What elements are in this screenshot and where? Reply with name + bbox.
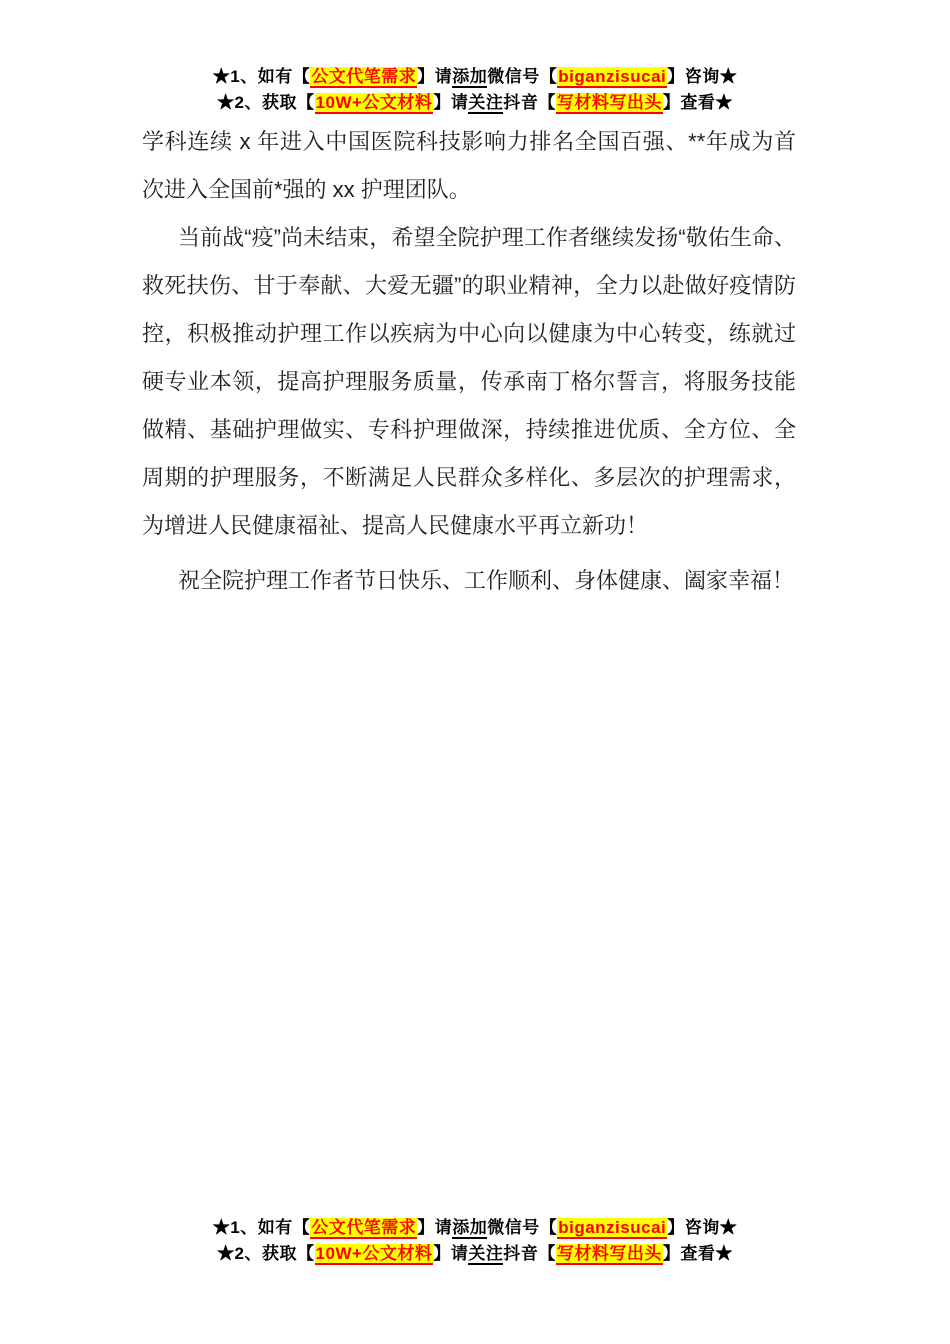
header-notice	[0, 64, 950, 116]
footer-notice-line-2	[0, 1241, 950, 1267]
notice1-suffix: 】咨询★	[667, 1218, 738, 1237]
notice1-highlight-wechat-id: biganzisucai	[558, 1218, 667, 1237]
notice2-prefix: ★2、获取【	[217, 93, 315, 112]
notice2-underlined-action: 关注	[468, 93, 504, 112]
notice1-after-highlight: 】请	[417, 67, 453, 86]
notice2-after-highlight: 】请	[433, 93, 469, 112]
notice1-suffix: 】咨询★	[667, 67, 738, 86]
notice2-highlight-douyin-id: 写材料写出头	[556, 1244, 662, 1263]
notice1-prefix: ★1、如有【	[212, 1218, 311, 1237]
notice1-underlined-action: 添加	[452, 67, 488, 86]
notice2-underlined-action: 关注	[468, 1244, 504, 1263]
notice2-after-highlight: 】请	[433, 1244, 469, 1263]
document-body	[142, 118, 796, 605]
notice2-middle: 抖音【	[503, 93, 556, 112]
paragraph-continuation: 学科连续 x 年进入中国医院科技影响力排名全国百强、**年成为首次进入全国前*强的 xx 护理团队。	[142, 129, 796, 202]
notice2-middle: 抖音【	[503, 1244, 556, 1263]
paragraph-closing-wish: 祝全院护理工作者节日快乐、工作顺利、身体健康、阖家幸福！	[178, 568, 795, 593]
notice1-underlined-action: 添加	[452, 1218, 488, 1237]
notice1-middle: 微信号【	[487, 67, 558, 86]
notice1-middle: 微信号【	[487, 1218, 558, 1237]
notice2-suffix: 】查看★	[662, 93, 733, 112]
footer-notice-line-1	[0, 1215, 950, 1241]
notice1-after-highlight: 】请	[417, 1218, 453, 1237]
notice2-highlight-material: 10W+公文材料	[315, 1244, 433, 1263]
footer-notice	[0, 1215, 950, 1267]
notice2-highlight-material: 10W+公文材料	[315, 93, 433, 112]
paragraph-main: 当前战“疫”尚未结束，希望全院护理工作者继续发扬“敬佑生命、救死扶伤、甘于奉献、大爱无疆”的职业精神，全力以赴做好疫情防控，积极推动护理工作以疾病为中心向以健康为中心转变，练就过硬专业本领，提高护理服务质量，传承南丁格尔誓言，将服务技能做精、基础护理做实、专科护理做深，持续推进优质、全方位、全周期的护理服务，不断满足人民群众多样化、多层次的护理需求，为增进人民健康福祉、提高人民健康水平再立新功！	[142, 225, 796, 538]
notice1-prefix: ★1、如有【	[212, 67, 311, 86]
header-notice-line-2	[0, 90, 950, 116]
notice2-highlight-douyin-id: 写材料写出头	[556, 93, 662, 112]
notice1-highlight-service: 公文代笔需求	[311, 67, 417, 86]
notice1-highlight-wechat-id: biganzisucai	[558, 67, 667, 86]
notice2-prefix: ★2、获取【	[217, 1244, 315, 1263]
notice1-highlight-service: 公文代笔需求	[311, 1218, 417, 1237]
header-notice-line-1	[0, 64, 950, 90]
notice2-suffix: 】查看★	[662, 1244, 733, 1263]
